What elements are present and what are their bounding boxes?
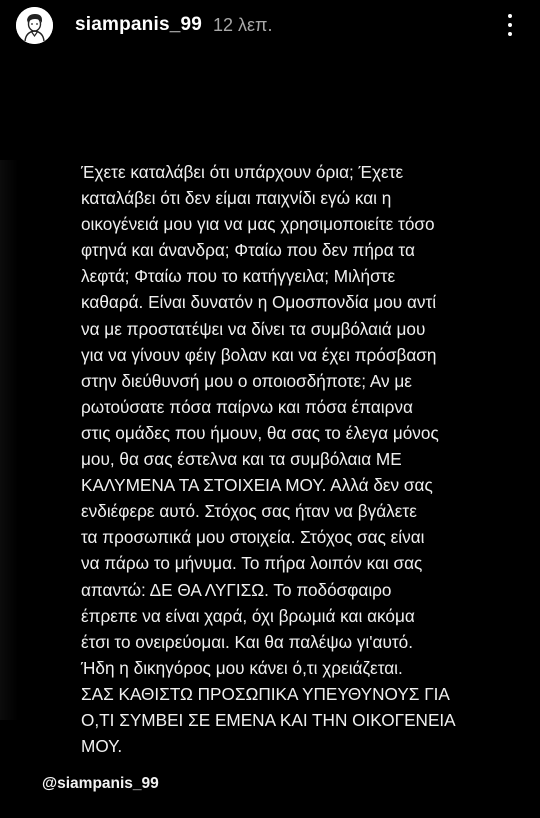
mention-sticker[interactable]: @siampanis_99 <box>42 775 159 792</box>
story-text: Έχετε καταλάβει ότι υπάρχουν όρια; Έχετε καταλάβει ότι δεν είμαι παιχνίδι εγώ και η οικογένειά μου για να μας χρησιμοποιείτε τόσο φτηνά και άνανδρα; Φταίω που δεν πήρα τα λεφτά; Φταίω που το κατήγγειλα; Μιλήστε καθαρά. Είναι δυνατόν η Ομοσπονδία μου αντί να με προστατέψει να δίνει τα συμβόλαιά μου για να γίνουν φέιγ βολαν και να έχει πρόσβαση στην διεύθυνσή μου ο οποιοσδήποτε; Αν με ρωτούσατε πόσα παίρνω και πόσα έπαιρνα στις ομάδες που ήμουν, θα σας το έλεγα μόνος μου, θα σας έστελνα και τα συμβόλαια ΜΕ ΚΑΛΥΜΕΝΑ ΤΑ ΣΤΟΙΧΕΙΑ ΜΟΥ. Αλλά δεν σας ενδιέφερε αυτό. Στόχος σας ήταν να βγάλετε τα προσωπικά μου στοιχεία. Στόχος σας είναι να πάρω το μήνυμα. Το πήρα λοιπόν και σας απαντώ: ΔΕ ΘΑ ΛΥΓΙΣΩ. Το ποδόσφαιρο έπρεπε να είναι χαρά, όχι βρωμιά και ακόμα έτσι το ονειρεύομαι. Και θα παλέψω γι'αυτό. Ήδη η δικηγόρος μου κάνει ό,τι χρειάζεται. ΣΑΣ ΚΑΘΙΣΤΩ ΠΡΟΣΩΠΙΚΑ ΥΠΕΥΘΥΝΟΥΣ ΓΙΑ Ο,ΤΙ ΣΥΜΒΕΙ ΣΕ ΕΜΕΝΑ ΚΑΙ ΤΗΝ ΟΙΚΟΓΕΝΕΙΑ ΜΟΥ. <box>81 162 456 757</box>
profile-avatar-icon[interactable] <box>16 7 53 44</box>
story-timestamp: 12 λεπ. <box>213 15 273 35</box>
username[interactable]: siampanis_99 <box>75 14 203 35</box>
more-vertical-icon[interactable] <box>500 12 520 38</box>
left-shade <box>0 160 18 720</box>
story-header <box>0 0 540 52</box>
